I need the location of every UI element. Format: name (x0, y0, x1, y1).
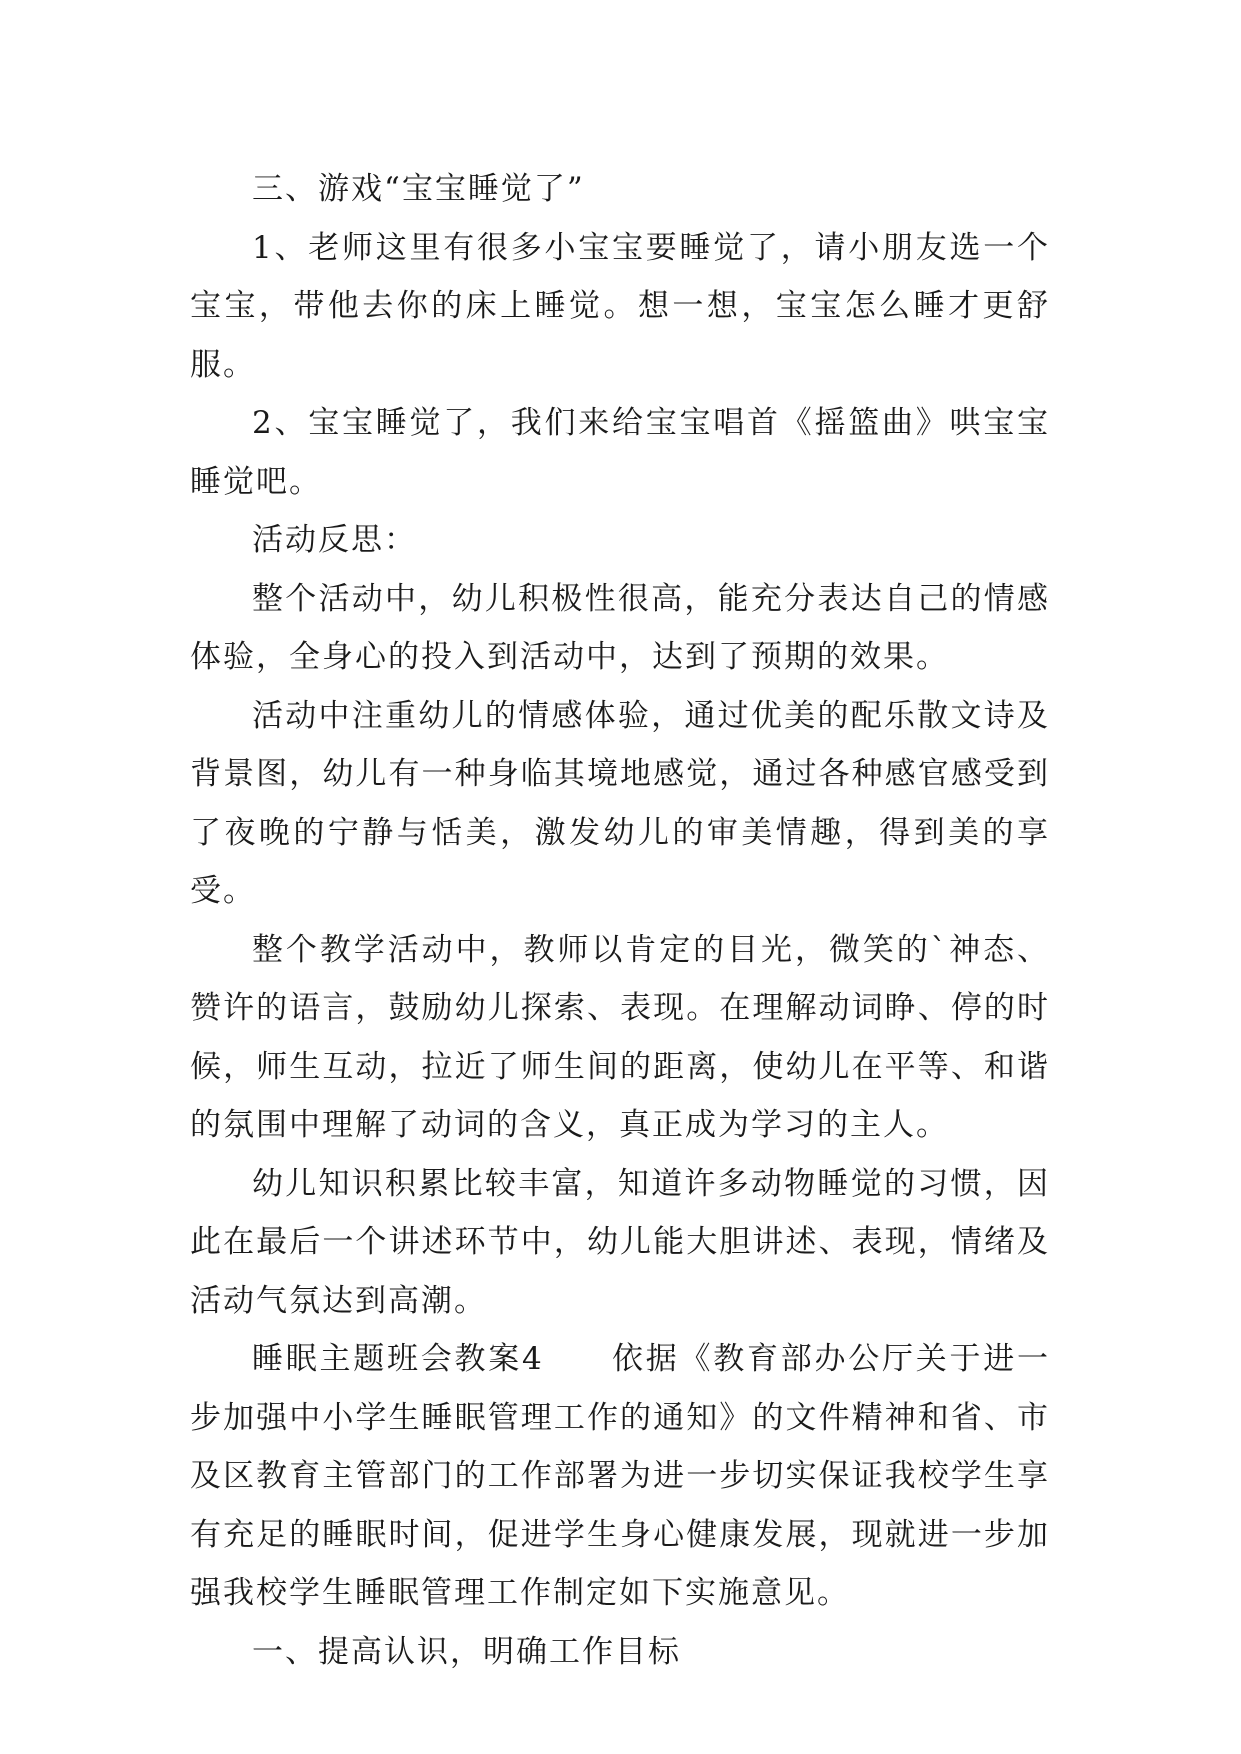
paragraph-reflection-4: 幼儿知识积累比较丰富，知道许多动物睡觉的习惯，因此在最后一个讲述环节中，幼儿能大胆讲述、表现，情绪及活动气氛达到高潮。 (190, 1165, 1050, 1319)
section-heading-game: 三、游戏“宝宝睡觉了” (252, 171, 585, 207)
paragraph-reflection-2: 活动中注重幼儿的情感体验，通过优美的配乐散文诗及背景图，幼儿有一种身临其境地感觉，通过各种感官感受到了夜晚的宁静与恬美，激发幼儿的审美情趣，得到美的享受。 (190, 697, 1050, 909)
paragraph-step-1: 1、老师这里有很多小宝宝要睡觉了，请小朋友选一个宝宝，带他去你的床上睡觉。想一想，宝宝怎么睡才更舒服。 (190, 229, 1050, 383)
section-heading-reflection: 活动反思： (252, 522, 417, 558)
paragraph-reflection-3: 整个教学活动中，教师以肯定的目光，微笑的`神态、赞许的语言，鼓励幼儿探索、表现。在理解动词睁、停的时候，师生互动，拉近了师生间的距离，使幼儿在平等、和谐的氛围中理解了动词的含义，真正成为学习的主人。 (190, 931, 1050, 1143)
document-page (190, 160, 1050, 1681)
paragraph-reflection-1: 整个活动中，幼儿积极性很高，能充分表达自己的情感体验，全身心的投入到活动中，达到了预期的效果。 (190, 580, 1050, 675)
paragraph-step-2: 2、宝宝睡觉了，我们来给宝宝唱首《摇篮曲》哄宝宝睡觉吧。 (190, 405, 1050, 500)
paragraph-lesson-plan-4: 睡眠主题班会教案4 依据《教育部办公厅关于进一步加强中小学生睡眠管理工作的通知》的文件精神和省、市及区教育主管部门的工作部署为进一步切实保证我校学生享有充足的睡眠时间，促进学生身心健康发展，现就进一步加强我校学生睡眠管理工作制定如下实施意见。 (190, 1341, 1050, 1611)
section-heading-goals: 一、提高认识，明确工作目标 (252, 1633, 681, 1670)
